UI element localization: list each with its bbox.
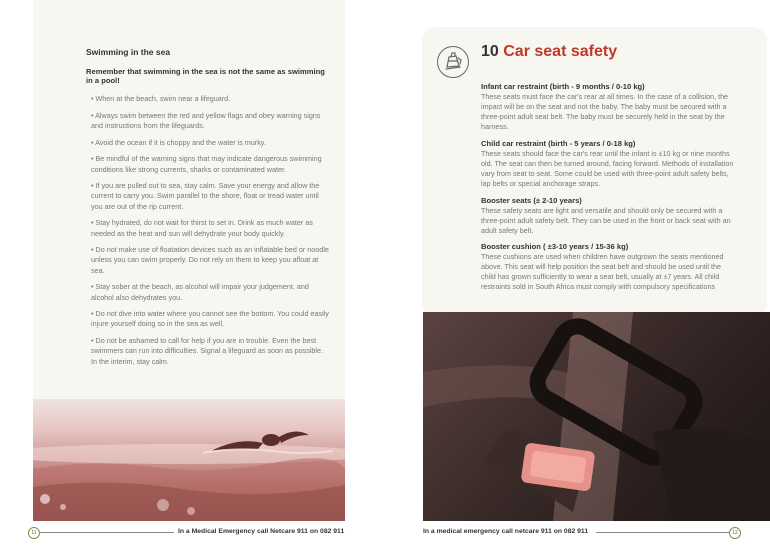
section-number: 10 [481,43,499,60]
entry-heading: Booster cushion ( ±3-10 years / 15-36 kg) [481,242,629,251]
list-item: • When at the beach, swim near a lifeguard. [91,94,231,103]
entry-heading: Booster seats (± 2-10 years) [481,196,582,205]
section-title: Swimming in the sea [86,47,171,57]
section-intro: Remember that swimming in the sea is not the same as swimming in a pool! [86,67,325,86]
swimmer-photo [33,399,345,521]
booster-seat-entry [481,196,770,236]
entry-heading: Infant car restraint (birth - 9 months / 0-10 kg) [481,82,645,91]
list-item: • Stay sober at the beach, as alcohol will impair your judgement, and alcohol also dehydrates you. [91,282,309,302]
list-item: • Stay hydrated, do not wait for thirst to set in. Drink as much water as needed as the heat and sun will dehydrate your body quickly. [91,218,313,238]
safety-tips-list [91,94,329,373]
entry-text: These seats should face the car's rear until the infant is ±10 kg or nine months old. The seat can then be turned around, facing forward. Methods of installation vary from seat to seat. Some could be used with three-point adult safety belts, lap belts or special anchorage straps. [481,149,734,188]
list-item: • Do not dive into water where you cannot see the bottom. You could easily injure yourself doing so in the sea as well. [91,309,329,329]
car-seat-glyph [438,47,468,77]
child-restraint-entry [481,139,770,189]
entry-text: These seats must face the car's rear at all times. In the case of a collision, the impact will be on the seat and not the baby. The baby must be secured with a three-point adult seat belt. The baby must be securely held in the seat by the harness. [481,92,729,131]
footer-text: In a medical emergency call netcare 911 on 082 911 [423,528,589,535]
section-title: Car seat safety [503,43,618,60]
seatbelt-illustration [423,312,770,521]
section-heading [481,43,617,61]
entry-text: These cushions are used when children have outgrown the seats mentioned above. This seat will help position the seat belt and should be used until the child has grown sufficiently to wear a seat belt, usually at ±7 years. All child restraints sold in South Africa must comply with compulsory specifications [481,252,724,291]
list-item: • Avoid the ocean if it is choppy and the water is murky. [91,137,266,147]
footer-rule [596,532,729,533]
list-item: • Always swim between the red and yellow flags and obey warning signs and instructions from the lifeguards. [91,110,321,130]
entry-heading: Child car restraint (birth - 5 years / 0-18 kg) [481,139,636,148]
list-item: • Do not make use of floatation devices such as an inflatable bed or noodle unless you can swim properly. Do not rely on them to keep you afloat at sea. [91,245,329,275]
booster-cushion-entry [481,242,770,292]
page-number: 12 [729,527,741,539]
swimmer-illustration [33,399,345,521]
seatbelt-photo [423,312,770,521]
footer-text: In a Medical Emergency call Netcare 911 on 082 911 [178,528,345,535]
infant-restraint-entry [481,82,770,132]
list-item: • Do not be ashamed to call for help if you are in trouble. Even the best swimmers can run into difficulties. Signal a lifeguard as soon as possible. In the interim, stay calm. [91,336,323,366]
page-number: 11 [28,527,40,539]
car-seat-icon [437,46,469,78]
footer-rule [40,532,174,533]
entry-text: These safety seats are light and versatile and should only be secured with a three-point adult safety belt. They can be used in the front or back seat with an adult safety belt. [481,206,731,235]
list-item: • Be mindful of the warning signs that may indicate dangerous swimming conditions like strong currents, sharks or contaminated water. [91,154,322,174]
list-item: • If you are pulled out to sea, stay calm. Save your energy and allow the current to carry you. Swim parallel to the shore, float or tread water until you are out of the rip current. [91,181,320,211]
